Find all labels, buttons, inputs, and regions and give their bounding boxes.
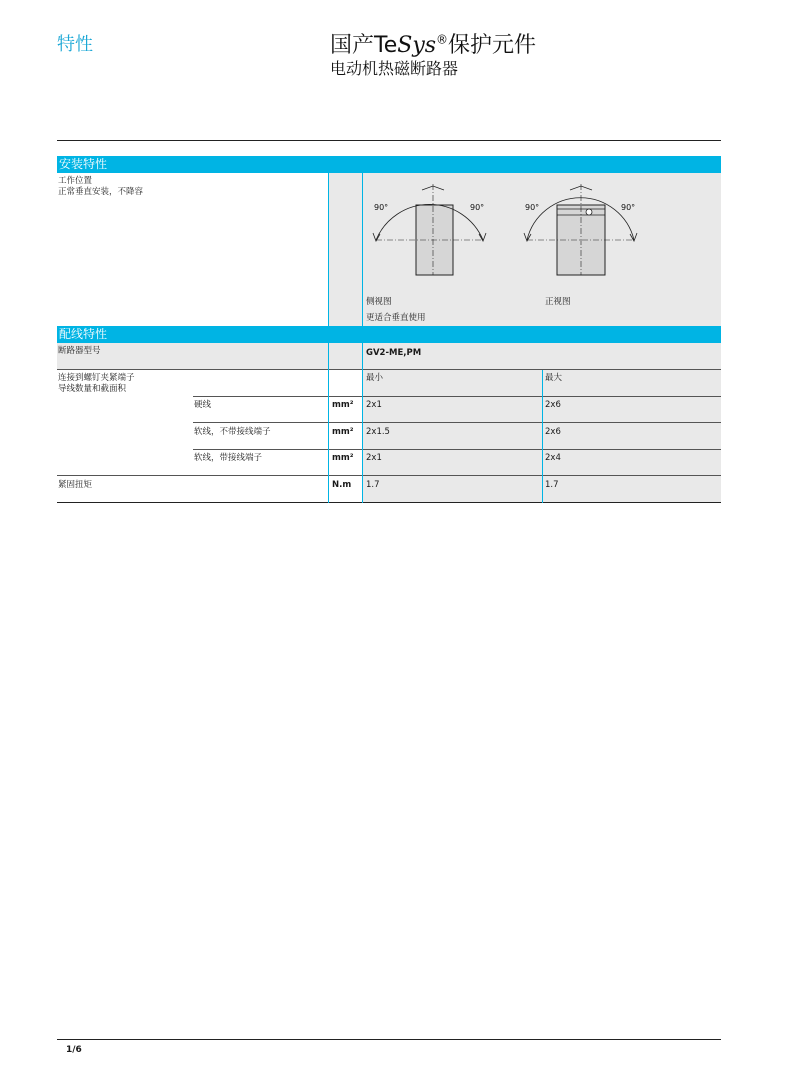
row-solid-max: 2x6 [545, 400, 561, 410]
front-view-indicator [586, 209, 592, 215]
breaker-type-label: 断路器型号 [58, 346, 101, 356]
row-flex-ferrule-unit: mm² [332, 453, 354, 463]
row-flex-no-ferrule-max: 2x6 [545, 427, 561, 437]
page-number: 1/6 [66, 1045, 82, 1055]
col-max-header: 最大 [545, 373, 563, 383]
header-rule [57, 140, 721, 141]
col-divider [362, 173, 363, 326]
row-flex-no-ferrule-unit: mm² [332, 427, 354, 437]
row-solid-min: 2x1 [366, 400, 382, 410]
table-bottom-rule [57, 502, 721, 503]
breaker-type-value: GV2-ME,PM [366, 348, 422, 358]
row-flex-no-ferrule-label: 软线，不带接线端子 [194, 427, 271, 437]
row-flex-ferrule-label: 软线，带接线端子 [194, 453, 263, 463]
side-angle-right: 90° [470, 203, 485, 212]
col-divider [328, 343, 329, 503]
page-title [330, 28, 536, 59]
col-divider [542, 370, 543, 503]
title-suffix: 保护元件 [448, 33, 537, 58]
torque-label: 紧固扭矩 [58, 480, 93, 490]
front-view-caption: 正视图 [545, 297, 571, 307]
title-brand-italic: Sys [397, 33, 437, 58]
torque-max: 1.7 [545, 480, 559, 490]
connection-label-1: 连接到螺钉夹紧端子 [58, 373, 135, 383]
page-subtitle: 电动机热磁断路器 [330, 59, 459, 78]
table-rule [57, 475, 721, 476]
position-note: 正常垂直安装，不降容 [58, 187, 144, 197]
registered-mark: ® [436, 32, 449, 47]
row-solid-label: 硬线 [194, 400, 212, 410]
side-angle-left: 90° [374, 203, 389, 212]
mounting-position-diagram [362, 180, 662, 285]
table-rule [193, 396, 721, 397]
torque-min: 1.7 [366, 480, 380, 490]
installation-band: 安装特性 [57, 156, 721, 173]
col-min-header: 最小 [366, 373, 384, 383]
row-flex-ferrule-max: 2x4 [545, 453, 561, 463]
torque-unit: N.m [332, 480, 352, 490]
side-view-diagram [373, 184, 486, 275]
row-flex-ferrule-min: 2x1 [366, 453, 382, 463]
front-angle-left: 90° [525, 203, 540, 212]
col-divider [362, 343, 363, 503]
vertical-note: 更适合垂直使用 [366, 313, 426, 323]
side-view-caption: 侧视图 [366, 297, 392, 307]
row-flex-no-ferrule-min: 2x1.5 [366, 427, 390, 437]
front-angle-right: 90° [621, 203, 636, 212]
section-tag: 特性 [57, 34, 93, 55]
table-rule [193, 449, 721, 450]
table-rule [193, 422, 721, 423]
table-rule [57, 369, 721, 370]
row-solid-unit: mm² [332, 400, 354, 410]
footer-rule [57, 1039, 721, 1040]
connection-label-2: 导线数量和截面积 [58, 384, 127, 394]
front-view-diagram [524, 184, 637, 275]
wiring-band: 配线特性 [57, 326, 721, 343]
title-prefix: 国产Te [330, 33, 398, 58]
position-label: 工作位置 [58, 176, 93, 186]
col-divider [328, 173, 329, 326]
